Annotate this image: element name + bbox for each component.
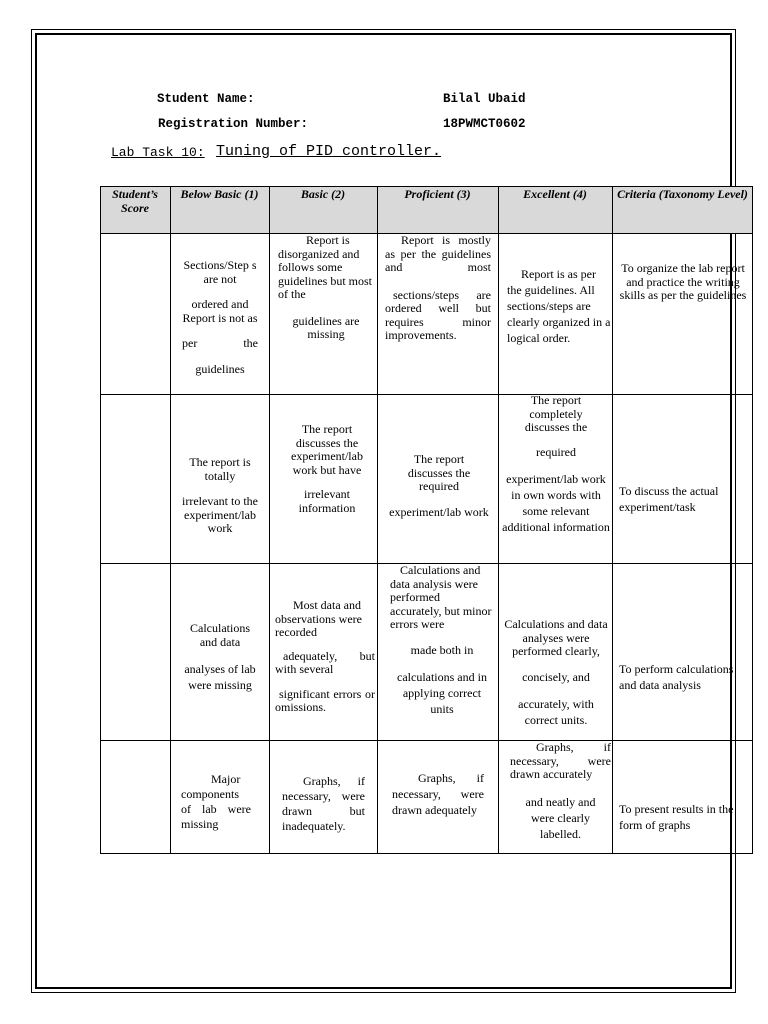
cell-text: per the <box>182 336 258 350</box>
cell-text: calculations and in applying correct units <box>397 670 487 716</box>
cell-text: Graphs, if necessary, were drawn adequately <box>392 771 484 817</box>
student-name-value: Bilal Ubaid <box>443 92 526 106</box>
cell-text: experiment/lab work <box>389 504 489 519</box>
table-rule <box>100 186 753 187</box>
row2-proficient <box>383 453 495 519</box>
student-name-label: Student Name: <box>157 92 255 106</box>
header-students-score: Student’s Score <box>100 186 170 233</box>
cell-text: Calculations and data analysis were performed accurately, but minor errors were <box>390 564 492 631</box>
registration-value: 18PWMCT0602 <box>443 117 526 131</box>
row1-basic <box>278 234 374 342</box>
cell-text: To organize the lab report and practice the writing skills as per the guidelines <box>619 262 747 302</box>
cell-text: concisely, and <box>522 669 590 684</box>
header-excellent: Excellent (4) <box>498 186 612 233</box>
row1-score[interactable] <box>101 234 170 394</box>
row2-score[interactable] <box>101 395 170 563</box>
row4-score[interactable] <box>101 741 170 853</box>
table-rule <box>100 740 753 741</box>
cell-text: Sections/Step s are not <box>183 259 257 286</box>
row1-criteria <box>618 262 748 303</box>
header-below-basic: Below Basic (1) <box>170 186 269 233</box>
cell-text: To discuss the actual experiment/task <box>619 484 719 514</box>
cell-text: The report completely discusses the <box>524 394 588 434</box>
table-rule <box>377 186 378 854</box>
cell-text: Report is disorganized and follows some guidelines but most of the <box>278 234 372 301</box>
header-criteria: Criteria (Taxonomy Level) <box>612 186 753 233</box>
row4-criteria <box>619 801 747 833</box>
row3-below-basic <box>176 622 264 693</box>
cell-text: significant errors or omissions. <box>275 686 375 714</box>
row2-excellent <box>502 394 610 535</box>
row1-excellent <box>507 266 611 346</box>
table-rule <box>170 186 171 854</box>
cell-text: guidelines <box>195 361 245 376</box>
cell-text: sections/steps are ordered well but requires minor improvements. <box>385 287 491 342</box>
cell-text: guidelines are missing <box>292 313 360 341</box>
row4-basic <box>282 774 365 834</box>
cell-text: Major components of lab were missing <box>181 772 251 831</box>
row2-below-basic <box>176 456 264 536</box>
row1-proficient <box>385 234 491 343</box>
registration-label: Registration Number: <box>158 117 309 131</box>
row3-excellent <box>503 618 609 728</box>
task-title: Tuning of PID controller. <box>216 143 442 160</box>
row3-proficient <box>390 564 494 717</box>
row4-proficient <box>392 770 484 818</box>
row1-below-basic <box>176 259 264 376</box>
cell-text: and neatly and were clearly labelled. <box>525 794 596 841</box>
cell-text: irrelevant to the experiment/lab work <box>182 494 258 535</box>
table-rule <box>752 186 753 854</box>
header-proficient: Proficient (3) <box>377 186 498 233</box>
cell-text: analyses of lab were missing <box>184 662 256 692</box>
table-rule <box>269 186 270 854</box>
row3-score[interactable] <box>101 564 170 740</box>
cell-text: Calculations and data analyses were performed clearly, <box>504 618 608 658</box>
row2-basic <box>280 423 374 515</box>
cell-text: accurately, with correct units. <box>518 697 594 727</box>
cell-text: The report is totally <box>189 456 251 483</box>
cell-text: Calculations and data <box>190 622 250 649</box>
cell-text: The report discusses the experiment/lab work but have <box>291 423 363 477</box>
row2-criteria <box>619 483 747 515</box>
table-rule <box>612 186 613 854</box>
task-label: Lab Task 10: <box>111 145 205 160</box>
cell-text: adequately, but with several <box>275 648 375 676</box>
cell-text: Graphs, if necessary, were drawn accurately <box>510 741 611 781</box>
table-rule <box>100 853 753 854</box>
row3-basic <box>275 599 375 715</box>
row4-below-basic <box>181 772 251 832</box>
cell-text: Graphs, if necessary, were drawn but inadequately. <box>282 774 365 833</box>
cell-text: required <box>536 444 576 459</box>
cell-text: The report discusses the required <box>407 453 471 493</box>
header-basic: Basic (2) <box>269 186 377 233</box>
row3-criteria <box>619 661 747 693</box>
cell-text: experiment/lab work in own words with some relevant additional information <box>502 472 610 534</box>
table-rule <box>100 394 753 395</box>
cell-text: To present results in the form of graphs <box>619 802 734 832</box>
cell-text: Most data and observations were recorded <box>275 599 362 639</box>
cell-text: Report is mostly as per the guidelines and most <box>385 234 491 274</box>
cell-text: made both in <box>410 642 474 657</box>
cell-text: To perform calculations and data analysis <box>619 662 734 692</box>
cell-text: Report is as per the guidelines. All sections/steps are clearly organized in a logical order. <box>507 267 611 345</box>
row4-excellent <box>510 741 611 842</box>
cell-text: irrelevant information <box>298 487 356 515</box>
table-rule <box>498 186 499 854</box>
cell-text: ordered and Report is not as <box>182 297 258 325</box>
